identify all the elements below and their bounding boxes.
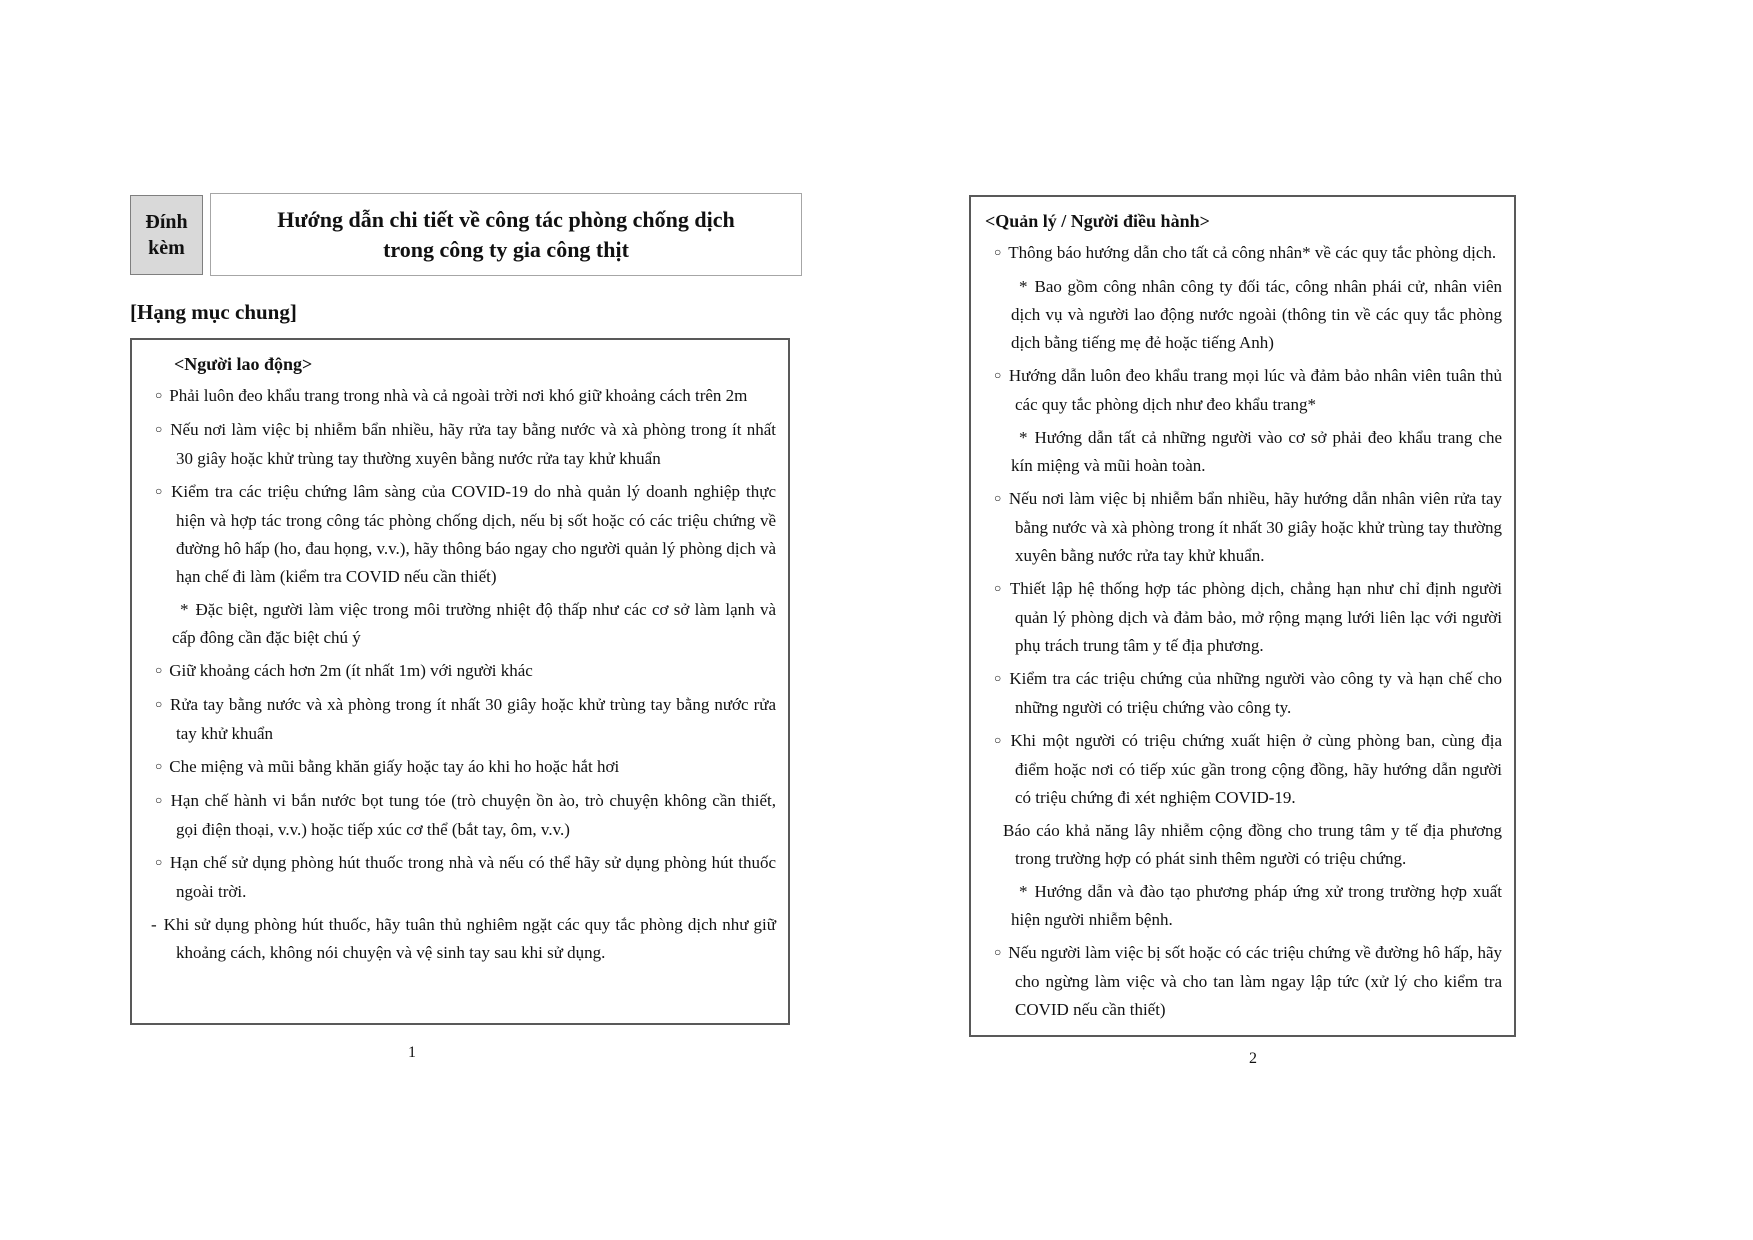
- document-title-box: [210, 193, 802, 276]
- guideline-item: [981, 273, 1502, 357]
- guideline-item-text: Hướng dẫn tất cả những người vào cơ sở phải đeo khẩu trang che kín miệng và mũi hoàn toàn.: [1011, 428, 1502, 475]
- managers-guideline-list: [981, 239, 1502, 1024]
- bullet-marker: ○: [994, 671, 1003, 685]
- guideline-item: [981, 878, 1502, 934]
- guideline-item-text: Kiểm tra các triệu chứng lâm sàng của COVID-19 do nhà quản lý doanh nghiệp thực hiện và hợp tác trong công tác phòng chống dịch, nếu bị sốt hoặc có các triệu chứng về đường hô hấp (ho, đau họng, v.v.), hãy thông báo ngay cho người quản lý phòng dịch và hạn chế đi làm (kiểm tra COVID nếu cần thiết): [171, 482, 777, 586]
- managers-box-heading: <Quản lý / Người điều hành>: [985, 211, 1210, 231]
- bullet-marker: *: [1019, 428, 1028, 447]
- guideline-item-text: Thiết lập hệ thống hợp tác phòng dịch, chẳng hạn như chỉ định người quản lý phòng dịch và đảm bảo, mở rộng mạng lưới liên lạc với người phụ trách trung tâm y tế địa phương.: [1009, 579, 1502, 655]
- bullet-marker: ○: [994, 245, 1002, 259]
- guideline-item-text: Hạn chế hành vi bắn nước bọt tung tóe (trò chuyện ồn ào, trò chuyện không cần thiết, gọi điện thoại, v.v.) hoặc tiếp xúc cơ thể (bắt tay, ôm, v.v.): [170, 791, 776, 839]
- guideline-item: [142, 787, 776, 844]
- bullet-marker: ○: [155, 663, 163, 677]
- guideline-item-text: Phải luôn đeo khẩu trang trong nhà và cả ngoài trời nơi khó giữ khoảng cách trên 2m: [169, 386, 748, 405]
- guideline-item: [981, 239, 1502, 268]
- attachment-label-box: [130, 195, 203, 275]
- guideline-item-text: Khi một người có triệu chứng xuất hiện ở cùng phòng ban, cùng địa điểm hoặc nơi có tiếp xúc gần trong cộng đồng, hãy hướng dẫn người có triệu chứng đi xét nghiệm COVID-19.: [1010, 731, 1502, 807]
- guideline-item-text: Bao gồm công nhân công ty đối tác, công nhân phái cử, nhân viên dịch vụ và người lao động nước ngoài (thông tin về các quy tắc phòng dịch bằng tiếng mẹ đẻ hoặc tiếng Anh): [1011, 277, 1502, 352]
- bullet-marker: *: [180, 600, 189, 619]
- guideline-item: [981, 727, 1502, 812]
- bullet-marker: *: [1019, 277, 1028, 296]
- guideline-item-text: Nếu nơi làm việc bị nhiễm bẩn nhiều, hãy hướng dẫn nhân viên rửa tay bằng nước và xà phòng trong ít nhất 30 giây hoặc khử trùng tay thường xuyên bằng nước rửa tay khử khuẩn.: [1008, 489, 1502, 565]
- bullet-marker: ○: [155, 793, 164, 807]
- bullet-marker: ○: [994, 945, 1002, 959]
- bullet-marker: ○: [155, 388, 163, 402]
- guideline-item: [142, 416, 776, 473]
- document-title-line2: trong công ty gia công thịt: [383, 236, 629, 262]
- guideline-item-text: Hướng dẫn và đào tạo phương pháp ứng xử trong trường hợp xuất hiện người nhiễm bệnh.: [1011, 882, 1502, 929]
- guideline-item: [142, 382, 776, 411]
- guideline-item: [142, 753, 776, 782]
- guideline-item: [142, 911, 776, 967]
- guideline-item-text: Giữ khoảng cách hơn 2m (ít nhất 1m) với người khác: [169, 661, 533, 680]
- guideline-item-text: Thông báo hướng dẫn cho tất cả công nhân* về các quy tắc phòng dịch.: [1008, 243, 1497, 262]
- bullet-marker: ○: [155, 855, 163, 869]
- bullet-marker: ○: [155, 422, 164, 436]
- guideline-item-text: Hạn chế sử dụng phòng hút thuốc trong nhà và nếu có thể hãy sử dụng phòng hút thuốc ngoài trời.: [169, 853, 777, 901]
- guideline-item-text: Kiểm tra các triệu chứng của những người vào công ty và hạn chế cho những người có triệu chứng vào công ty.: [1009, 669, 1503, 717]
- guideline-item-text: Nếu nơi làm việc bị nhiễm bẩn nhiều, hãy rửa tay bằng nước và xà phòng trong ít nhất 30 giây hoặc khử trùng tay thường xuyên bằng nước rửa tay khử khuẩn: [170, 420, 777, 468]
- workers-guideline-list: [142, 382, 776, 967]
- guideline-item: [142, 478, 776, 591]
- bullet-marker: ○: [155, 484, 165, 498]
- workers-guideline-box: [130, 338, 790, 1025]
- guideline-item-text: Khi sử dụng phòng hút thuốc, hãy tuân thủ nghiêm ngặt các quy tắc phòng dịch như giữ khoảng cách, không nói chuyện và vệ sinh tay sau khi sử dụng.: [163, 915, 776, 962]
- guideline-item: [981, 939, 1502, 1024]
- guideline-item: [142, 596, 776, 652]
- guideline-item: [981, 424, 1502, 480]
- guideline-item: [142, 849, 776, 906]
- attachment-label: Đính kèm: [145, 211, 188, 259]
- bullet-marker: ○: [155, 697, 163, 711]
- managers-guideline-box: [969, 195, 1516, 1037]
- bullet-marker: *: [1019, 882, 1028, 901]
- bullet-marker: ○: [155, 759, 163, 773]
- page-number-1: 1: [408, 1044, 416, 1061]
- guideline-item: [142, 657, 776, 686]
- guideline-item-text: Báo cáo khả năng lây nhiễm cộng đồng cho trung tâm y tế địa phương trong trường hợp có phát sinh thêm người có triệu chứng.: [1003, 821, 1502, 868]
- guideline-item: [981, 665, 1502, 722]
- guideline-item: [142, 691, 776, 748]
- bullet-marker: -: [151, 915, 157, 934]
- guideline-item-text: Che miệng và mũi bằng khăn giấy hoặc tay áo khi ho hoặc hắt hơi: [169, 757, 620, 776]
- bullet-marker: ○: [994, 581, 1003, 595]
- bullet-marker: ○: [994, 491, 1002, 505]
- guideline-item: [981, 817, 1502, 873]
- guideline-item-text: Đặc biệt, người làm việc trong môi trường nhiệt độ thấp như các cơ sở làm lạnh và cấp đông cần đặc biệt chú ý: [172, 600, 776, 647]
- guideline-item: [981, 485, 1502, 570]
- guideline-item-text: Hướng dẫn luôn đeo khẩu trang mọi lúc và đảm bảo nhân viên tuân thủ các quy tắc phòng dịch như đeo khẩu trang*: [1008, 366, 1502, 414]
- page-number-2: 2: [1249, 1050, 1257, 1067]
- guideline-item-text: Rửa tay bằng nước và xà phòng trong ít nhất 30 giây hoặc khử trùng tay bằng nước rửa tay khử khuẩn: [169, 695, 776, 743]
- document-title-line1: Hướng dẫn chi tiết về công tác phòng chống dịch: [277, 206, 735, 232]
- workers-box-heading: <Người lao động>: [174, 354, 313, 374]
- guideline-item: [981, 575, 1502, 660]
- section-heading: [Hạng mục chung]: [130, 300, 297, 324]
- bullet-marker: ○: [994, 733, 1004, 747]
- guideline-item: [981, 362, 1502, 419]
- bullet-marker: ○: [994, 368, 1002, 382]
- guideline-item-text: Nếu người làm việc bị sốt hoặc có các triệu chứng về đường hô hấp, hãy cho ngừng làm việc và cho tan làm ngay lập tức (xử lý cho kiểm tra COVID nếu cần thiết): [1008, 943, 1502, 1019]
